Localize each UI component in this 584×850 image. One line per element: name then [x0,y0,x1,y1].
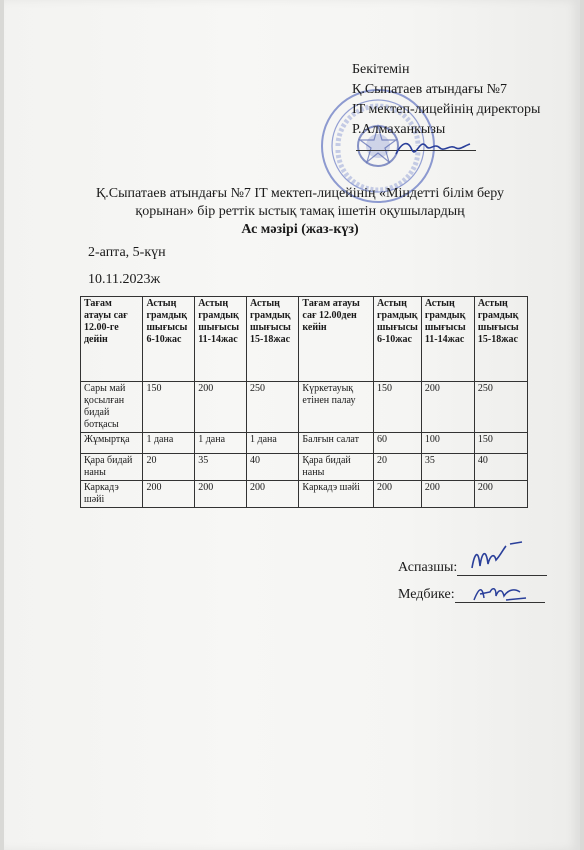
table-cell: Жұмыртқа [81,433,143,454]
approval-label: Бекітемін [352,62,410,77]
approval-director-name: Р.Алмаханкызы [352,122,446,137]
table-cell: 150 [373,382,421,433]
table-cell: 200 [474,481,527,508]
table-cell: 20 [143,454,195,481]
table-header-cell: Астың грамдық шығысы 11-14жас [195,297,247,382]
table-cell: Қара бидай наны [299,454,374,481]
nurse-label: Медбике: [398,587,455,602]
director-signature-icon [392,132,472,162]
table-header-cell: Астың грамдық шығысы 11-14жас [421,297,474,382]
title-line-3: Ас мәзірі (жаз-күз) [241,222,359,237]
approval-position: IT мектеп-лицейінің директоры [352,102,541,117]
table-cell: 150 [474,433,527,454]
table-cell: 1 дана [247,433,299,454]
table-header-cell: Тағам атауы сағ 12.00-ге дейін [81,297,143,382]
table-cell: Каркадэ шәйі [81,481,143,508]
approval-block [352,60,540,140]
table-cell: 200 [143,481,195,508]
title-line-1: Қ.Сыпатаев атындағы №7 IT мектеп-лицейінің «Міндетті білім беру [95,186,505,201]
menu-table [80,296,528,508]
table-cell: 40 [474,454,527,481]
table-cell: 1 дана [143,433,195,454]
table-cell: 200 [373,481,421,508]
table-cell: 250 [247,382,299,433]
table-cell: 250 [474,382,527,433]
table-header-row [81,297,528,382]
approval-school: Қ.Сыпатаев атындағы №7 [352,82,507,97]
document-title [80,185,520,239]
table-header-cell: Астың грамдық шығысы 15-18жас [474,297,527,382]
table-cell: 1 дана [195,433,247,454]
table-cell: 200 [421,382,474,433]
table-cell: Қара бидай наны [81,454,143,481]
table-row [81,454,528,481]
table-header-cell: Астың грамдық шығысы 15-18жас [247,297,299,382]
table-cell: Каркадэ шәйі [299,481,374,508]
table-cell: 200 [247,481,299,508]
cook-label: Аспазшы: [398,560,458,575]
table-cell: 60 [373,433,421,454]
table-cell: 200 [195,481,247,508]
nurse-signature-icon [470,578,530,606]
table-row [81,481,528,508]
table-row [81,382,528,433]
table-cell: Балғын салат [299,433,374,454]
table-cell: Күркетауық етінен палау [299,382,374,433]
table-cell: Сары май қосылған бидай ботқасы [81,382,143,433]
table-header-cell: Астың грамдық шығысы 6-10жас [373,297,421,382]
table-cell: 40 [247,454,299,481]
table-header-cell: Астың грамдық шығысы 6-10жас [143,297,195,382]
date-label: 10.11.2023ж [88,272,161,287]
table-cell: 200 [195,382,247,433]
table-row [81,433,528,454]
table-cell: 100 [421,433,474,454]
cook-signature-icon [466,538,526,578]
table-cell: 150 [143,382,195,433]
title-line-2: қорынан» бір реттік ыстық тамақ ішетін оқушылардың [135,204,465,219]
week-day-label: 2-апта, 5-күн [88,245,166,260]
table-cell: 20 [373,454,421,481]
table-cell: 35 [421,454,474,481]
table-cell: 200 [421,481,474,508]
table-header-cell: Тағам атауы сағ 12.00ден кейін [299,297,374,382]
table-cell: 35 [195,454,247,481]
